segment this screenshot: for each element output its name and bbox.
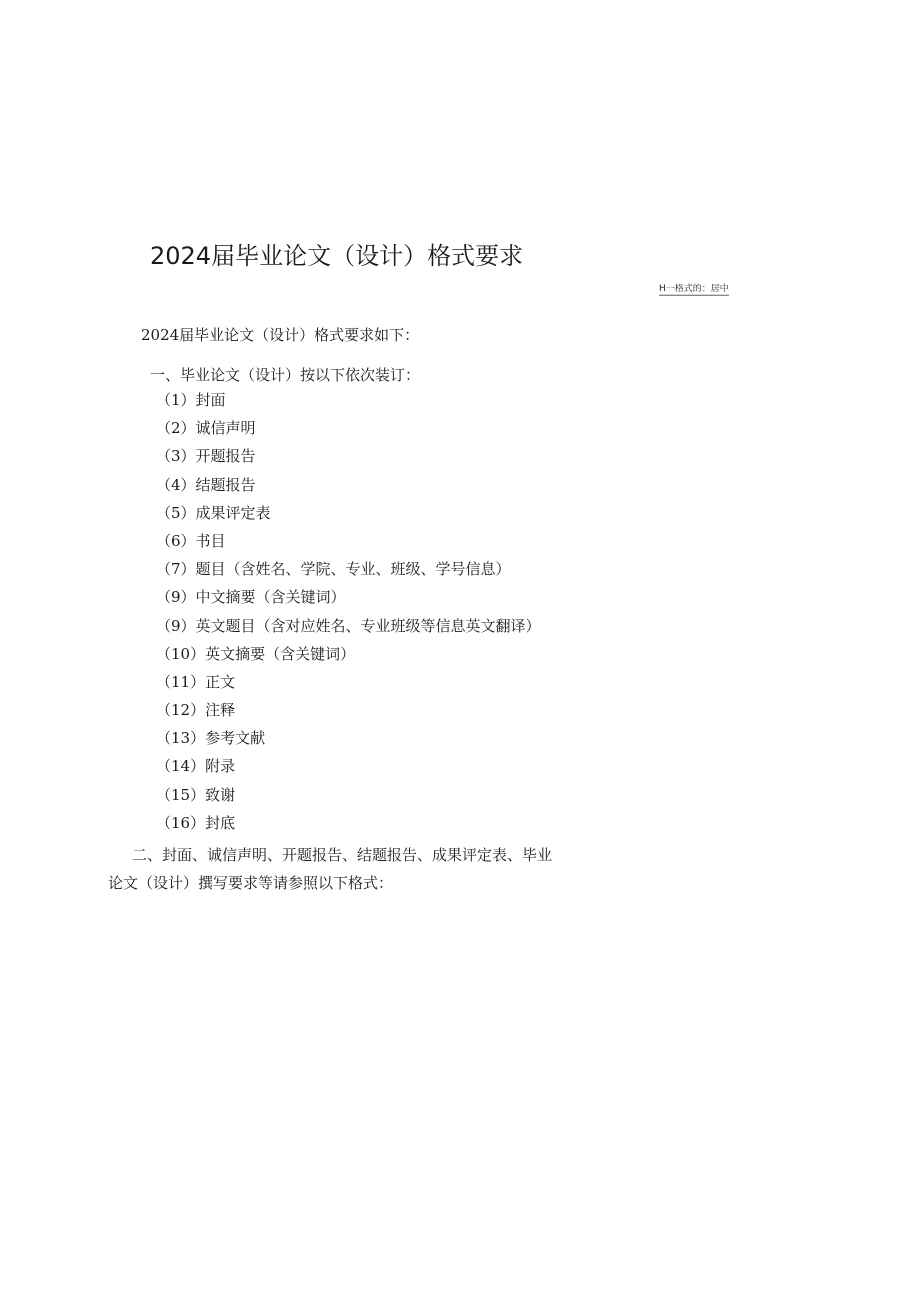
list-item: （6）书目 [156,531,226,550]
list-item: （11）正文 [156,672,236,691]
list-item: （5）成果评定表 [156,503,271,522]
list-item: （15）致谢 [156,785,236,804]
list-item: （3）开题报告 [156,447,256,466]
list-item: （13）参考文献 [156,729,266,748]
binding-order-list [156,390,541,841]
list-item: （10）英文摘要（含关键词） [156,644,356,663]
intro-paragraph: 2024届毕业论文（设计）格式要求如下： [141,326,420,344]
format-comment-note: H一格式的：居中 [659,284,729,294]
section-2-line-1: 二、封面、诚信声明、开题报告、结题报告、成果评定表、毕业 [132,846,553,864]
list-item: （9）英文题目（含对应姓名、专业班级等信息英文翻译） [156,616,541,635]
list-item: （2）诚信声明 [156,419,256,438]
list-item: （12）注释 [156,701,236,720]
list-item: （16）封底 [156,813,236,832]
list-item: （14）附录 [156,757,236,776]
list-item: （9）中文摘要（含关键词） [156,588,346,607]
list-item: （4）结题报告 [156,475,256,494]
document-title: 2024届毕业论文（设计）格式要求 [150,242,524,270]
list-item: （7）题目（含姓名、学院、专业、班级、学号信息） [156,560,511,579]
section-2-paragraph [108,841,578,897]
list-item: （1）封面 [156,391,226,409]
section-2-line-2: 论文（设计）撰写要求等请参照以下格式： [108,874,394,892]
section-1-heading: 一、毕业论文（设计）按以下依次装订： [150,366,421,384]
